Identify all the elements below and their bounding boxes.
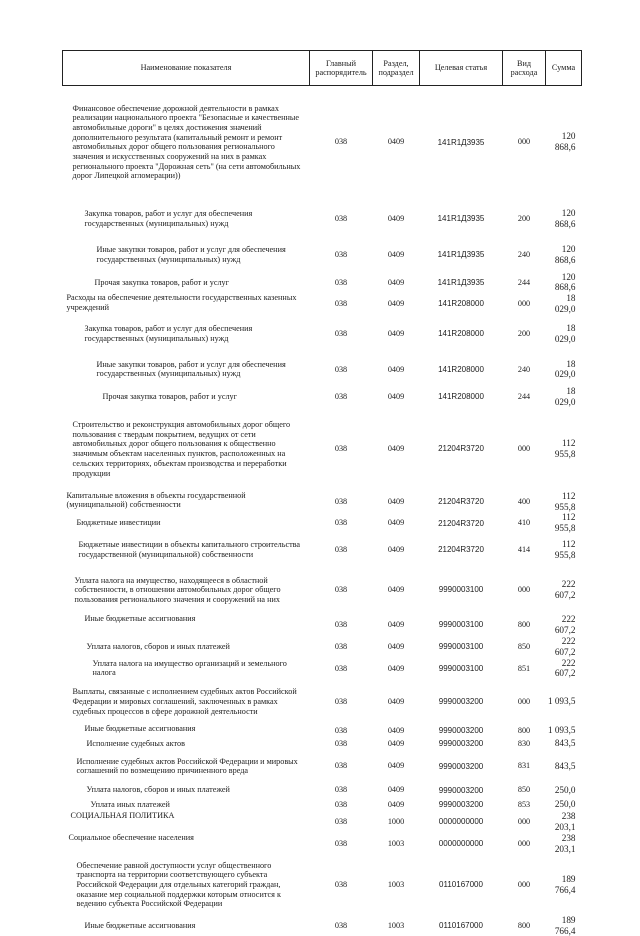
table-row	[63, 315, 582, 353]
row-statya: 0000000000	[420, 833, 503, 855]
row-razdel: 0409	[373, 798, 420, 811]
row-vid: 000	[503, 811, 546, 833]
row-statya: 141R208000	[420, 386, 503, 408]
row-glavny: 038	[310, 386, 373, 408]
row-name: Строительство и реконструкция автомобильных дорог общего пользования с твердым покрытием, ведущих от сети автомобильных дорог общего пользования к общественно значимым объектам населенных пунктов, расположенных на сельских территориях, объектам производства и переработки продукции	[63, 408, 310, 491]
row-statya: 0110167000	[420, 915, 503, 936]
row-razdel: 0409	[373, 293, 420, 315]
row-summa: 18 029,0	[546, 293, 582, 315]
row-vid: 850	[503, 782, 546, 798]
row-summa: 120 868,6	[546, 239, 582, 272]
row-glavny: 038	[310, 566, 373, 614]
row-vid: 831	[503, 750, 546, 782]
row-razdel: 0409	[373, 679, 420, 724]
row-vid: 410	[503, 512, 546, 534]
row-name: Иные бюджетные ассигнования	[63, 614, 310, 636]
row-glavny: 038	[310, 315, 373, 353]
table-header	[63, 51, 582, 86]
row-razdel: 0409	[373, 737, 420, 750]
table-body	[63, 86, 582, 936]
row-vid: 000	[503, 855, 546, 915]
row-summa: 222 607,2	[546, 566, 582, 614]
row-glavny: 038	[310, 658, 373, 680]
row-razdel: 1003	[373, 915, 420, 936]
row-vid: 000	[503, 408, 546, 491]
row-razdel: 0409	[373, 86, 420, 199]
row-summa: 250,0	[546, 782, 582, 798]
row-razdel: 0409	[373, 782, 420, 798]
row-summa: 222 607,2	[546, 658, 582, 680]
row-name: Социальное обеспечение населения	[63, 833, 310, 855]
row-razdel: 1003	[373, 833, 420, 855]
row-razdel: 0409	[373, 750, 420, 782]
row-glavny: 038	[310, 353, 373, 386]
row-name: Прочая закупка товаров, работ и услуг	[63, 272, 310, 294]
row-glavny: 038	[310, 408, 373, 491]
row-glavny: 038	[310, 534, 373, 566]
table-row	[63, 566, 582, 614]
row-vid: 800	[503, 724, 546, 737]
row-name: Иные закупки товаров, работ и услуг для обеспечения государственных (муниципальных) нужд	[63, 353, 310, 386]
row-name: Бюджетные инвестиции в объекты капитального строительства государственной (муниципальной) собственности	[63, 534, 310, 566]
row-summa: 250,0	[546, 798, 582, 811]
row-vid: 800	[503, 614, 546, 636]
table-row	[63, 199, 582, 239]
row-statya: 9990003200	[420, 737, 503, 750]
row-razdel: 0409	[373, 566, 420, 614]
row-name: Уплата налогов, сборов и иных платежей	[63, 782, 310, 798]
row-razdel: 0409	[373, 386, 420, 408]
row-vid: 800	[503, 915, 546, 936]
header-razdel: Раздел, подраздел	[373, 51, 420, 86]
row-summa: 112 955,8	[546, 408, 582, 491]
row-statya: 141R1Д3935	[420, 86, 503, 199]
row-glavny: 038	[310, 614, 373, 636]
row-name: Закупка товаров, работ и услуг для обеспечения государственных (муниципальных) нужд	[63, 315, 310, 353]
row-name: Уплата налога на имущество организаций и земельного налога	[63, 658, 310, 680]
row-statya: 9990003100	[420, 614, 503, 636]
header-statya: Целевая статья	[420, 51, 503, 86]
header-summa: Сумма	[546, 51, 582, 86]
row-statya: 9990003200	[420, 679, 503, 724]
row-name: Уплата иных платежей	[63, 798, 310, 811]
row-statya: 141R1Д3935	[420, 272, 503, 294]
row-glavny: 038	[310, 239, 373, 272]
row-vid: 000	[503, 293, 546, 315]
row-statya: 9990003100	[420, 566, 503, 614]
table-row	[63, 353, 582, 386]
row-summa: 238 203,1	[546, 833, 582, 855]
row-statya: 21204R3720	[420, 491, 503, 513]
table-row	[63, 614, 582, 636]
row-vid: 851	[503, 658, 546, 680]
row-razdel: 0409	[373, 315, 420, 353]
table-row	[63, 737, 582, 750]
row-glavny: 038	[310, 272, 373, 294]
row-statya: 9990003200	[420, 724, 503, 737]
row-summa: 843,5	[546, 750, 582, 782]
row-summa: 112 955,8	[546, 512, 582, 534]
row-vid: 414	[503, 534, 546, 566]
row-name: Бюджетные инвестиции	[63, 512, 310, 534]
row-summa: 189 766,4	[546, 915, 582, 936]
row-summa: 222 607,2	[546, 614, 582, 636]
row-summa: 120 868,6	[546, 272, 582, 294]
row-razdel: 0409	[373, 614, 420, 636]
row-vid: 240	[503, 239, 546, 272]
row-statya: 141R208000	[420, 293, 503, 315]
row-glavny: 038	[310, 737, 373, 750]
row-glavny: 038	[310, 782, 373, 798]
row-vid: 000	[503, 86, 546, 199]
row-summa: 189 766,4	[546, 855, 582, 915]
row-glavny: 038	[310, 798, 373, 811]
table-row	[63, 408, 582, 491]
row-summa: 222 607,2	[546, 636, 582, 658]
row-razdel: 0409	[373, 239, 420, 272]
row-glavny: 038	[310, 679, 373, 724]
row-razdel: 0409	[373, 353, 420, 386]
table-row	[63, 833, 582, 855]
row-razdel: 0409	[373, 658, 420, 680]
row-glavny: 038	[310, 750, 373, 782]
row-statya: 9990003200	[420, 782, 503, 798]
row-name: Капитальные вложения в объекты государственной (муниципальной) собственности	[63, 491, 310, 513]
row-summa: 18 029,0	[546, 353, 582, 386]
row-vid: 200	[503, 199, 546, 239]
header-name: Наименование показателя	[63, 51, 310, 86]
row-vid: 830	[503, 737, 546, 750]
row-statya: 9990003100	[420, 636, 503, 658]
row-summa: 1 093,5	[546, 679, 582, 724]
row-glavny: 038	[310, 855, 373, 915]
row-summa: 112 955,8	[546, 491, 582, 513]
table-row	[63, 798, 582, 811]
row-name: Уплата налога на имущество, находящееся в областной собственности, в отношении автомобильных дорог общего пользования регионального значения и сооружений на них	[63, 566, 310, 614]
row-name: Прочая закупка товаров, работ и услуг	[63, 386, 310, 408]
row-summa: 18 029,0	[546, 386, 582, 408]
table-row	[63, 811, 582, 833]
row-name: Выплаты, связанные с исполнением судебных актов Российской Федерации и мировых соглашений, заключенных в рамках судебных процессов в сфере дорожной деятельности	[63, 679, 310, 724]
row-vid: 244	[503, 272, 546, 294]
row-name: Иные бюджетные ассигнования	[63, 724, 310, 737]
row-razdel: 0409	[373, 491, 420, 513]
row-statya: 21204R3720	[420, 512, 503, 534]
row-statya: 9990003100	[420, 658, 503, 680]
row-vid: 200	[503, 315, 546, 353]
row-summa: 18 029,0	[546, 315, 582, 353]
row-statya: 9990003200	[420, 750, 503, 782]
row-glavny: 038	[310, 512, 373, 534]
budget-table	[62, 50, 582, 936]
row-name: Иные бюджетные ассигнования	[63, 915, 310, 936]
row-razdel: 0409	[373, 534, 420, 566]
row-glavny: 038	[310, 915, 373, 936]
row-statya: 141R208000	[420, 353, 503, 386]
row-vid: 240	[503, 353, 546, 386]
table-row	[63, 915, 582, 936]
table-row	[63, 658, 582, 680]
row-statya: 21204R3720	[420, 534, 503, 566]
row-name: Закупка товаров, работ и услуг для обеспечения государственных (муниципальных) нужд	[63, 199, 310, 239]
row-statya: 0000000000	[420, 811, 503, 833]
row-statya: 141R1Д3935	[420, 239, 503, 272]
table-row	[63, 534, 582, 566]
row-vid: 850	[503, 636, 546, 658]
table-row	[63, 636, 582, 658]
row-statya: 0110167000	[420, 855, 503, 915]
row-name: Финансовое обеспечение дорожной деятельности в рамках реализации национального проекта "Безопасные и качественные автомобильные дороги" в целях достижения значений дополнительного результата (капитальный ремонт и ремонт автомобильных дорог общего пользования регионального значения и искусственных сооружений на них в рамках регионального проекта "Дорожная сеть" (на сети автомобильных дорог Липецкой агломерации))	[63, 86, 310, 199]
row-razdel: 0409	[373, 199, 420, 239]
row-name: СОЦИАЛЬНАЯ ПОЛИТИКА	[63, 811, 310, 833]
row-vid: 853	[503, 798, 546, 811]
table-row	[63, 293, 582, 315]
row-glavny: 038	[310, 724, 373, 737]
row-statya: 141R208000	[420, 315, 503, 353]
row-glavny: 038	[310, 491, 373, 513]
table-row	[63, 724, 582, 737]
table-row	[63, 272, 582, 294]
row-summa: 120 868,6	[546, 86, 582, 199]
row-summa: 1 093,5	[546, 724, 582, 737]
row-name: Расходы на обеспечение деятельности государственных казенных учреждений	[63, 293, 310, 315]
row-statya: 21204R3720	[420, 408, 503, 491]
row-glavny: 038	[310, 811, 373, 833]
row-statya: 9990003200	[420, 798, 503, 811]
row-vid: 000	[503, 679, 546, 724]
header-glavny: Главный распорядитель	[310, 51, 373, 86]
row-name: Обеспечение равной доступности услуг общественного транспорта на территории соответствующего субъекта Российской Федерации для отдельных категорий граждан, оказание мер социальной поддержки которым относится к ведению субъекта Российской Федерации	[63, 855, 310, 915]
row-summa: 112 955,8	[546, 534, 582, 566]
row-statya: 141R1Д3935	[420, 199, 503, 239]
row-name: Исполнение судебных актов Российской Федерации и мировых соглашений по возмещению причиненного вреда	[63, 750, 310, 782]
header-vid: Вид расхода	[503, 51, 546, 86]
row-summa: 843,5	[546, 737, 582, 750]
table-row	[63, 512, 582, 534]
table-row	[63, 750, 582, 782]
table-row	[63, 679, 582, 724]
row-glavny: 038	[310, 199, 373, 239]
row-name: Иные закупки товаров, работ и услуг для обеспечения государственных (муниципальных) нужд	[63, 239, 310, 272]
row-summa: 120 868,6	[546, 199, 582, 239]
row-vid: 000	[503, 833, 546, 855]
row-razdel: 0409	[373, 636, 420, 658]
table-row	[63, 855, 582, 915]
table-row	[63, 491, 582, 513]
row-name: Уплата налогов, сборов и иных платежей	[63, 636, 310, 658]
row-razdel: 0409	[373, 724, 420, 737]
row-vid: 400	[503, 491, 546, 513]
table-row	[63, 86, 582, 199]
row-razdel: 1000	[373, 811, 420, 833]
row-razdel: 1003	[373, 855, 420, 915]
row-vid: 000	[503, 566, 546, 614]
table-row	[63, 782, 582, 798]
row-summa: 238 203,1	[546, 811, 582, 833]
row-name: Исполнение судебных актов	[63, 737, 310, 750]
row-glavny: 038	[310, 86, 373, 199]
row-razdel: 0409	[373, 272, 420, 294]
row-glavny: 038	[310, 636, 373, 658]
table-row	[63, 239, 582, 272]
row-razdel: 0409	[373, 408, 420, 491]
row-razdel: 0409	[373, 512, 420, 534]
row-glavny: 038	[310, 293, 373, 315]
row-glavny: 038	[310, 833, 373, 855]
table-row	[63, 386, 582, 408]
row-vid: 244	[503, 386, 546, 408]
